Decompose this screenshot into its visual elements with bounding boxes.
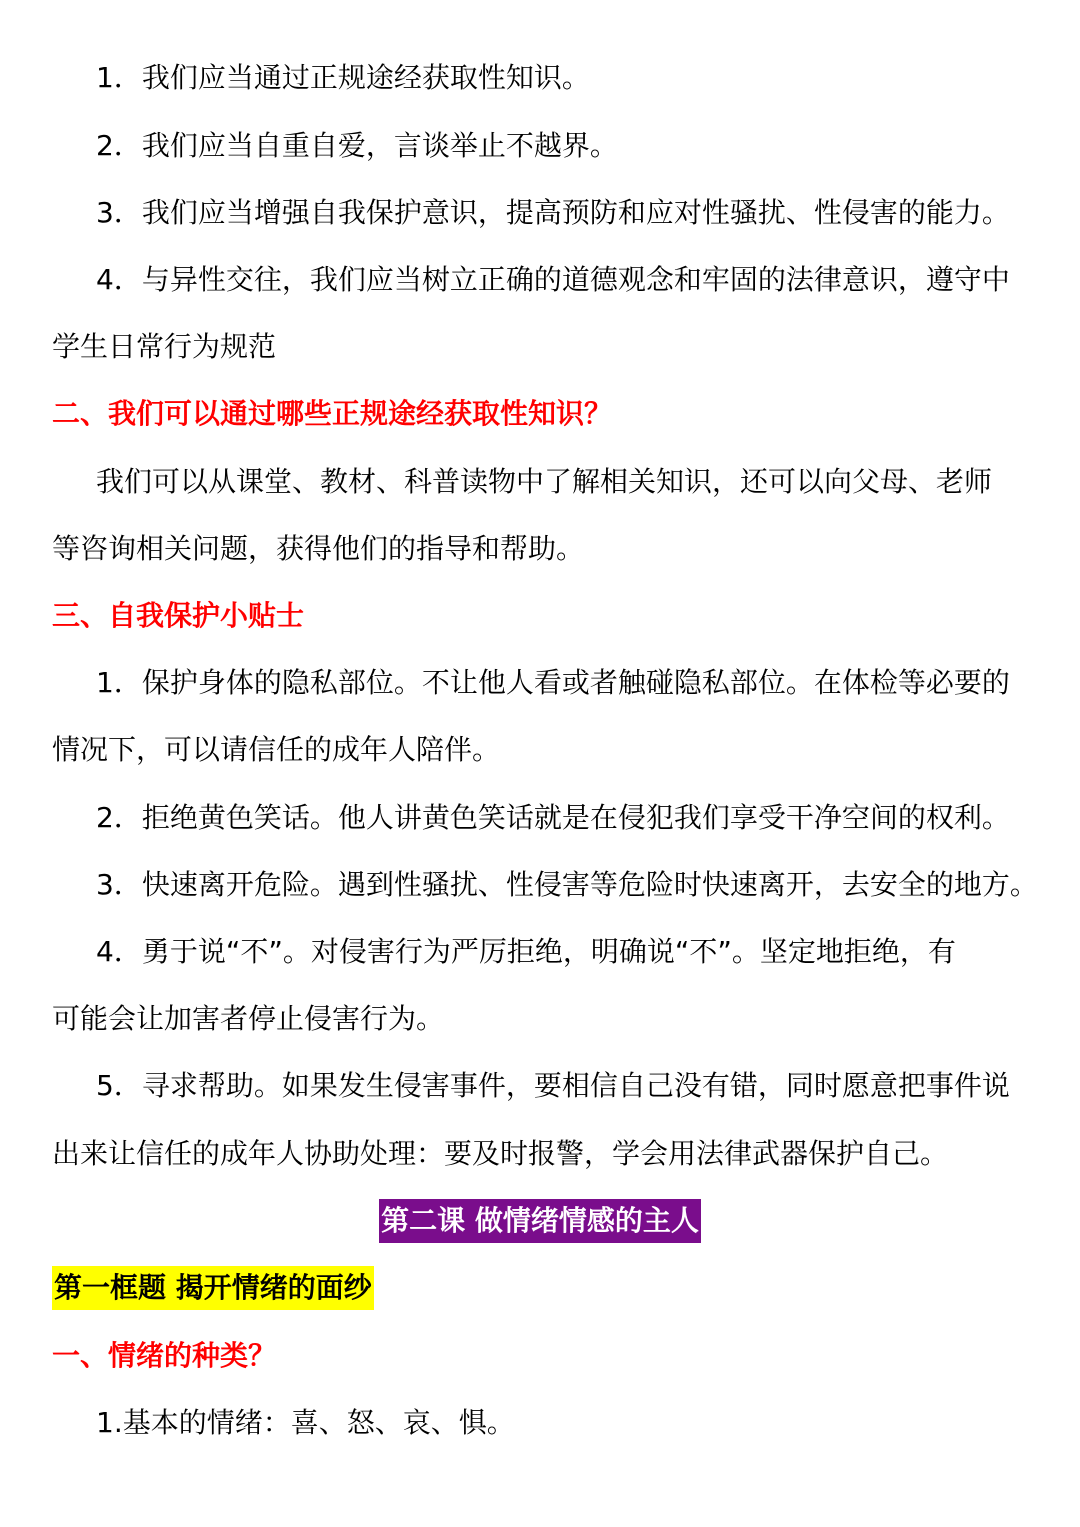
tip-4-line-1: 4．勇于说“不”。对侵害行为严厉拒绝，明确说“不”。坚定地拒绝，有 xyxy=(96,935,956,968)
section-one-item-3: 3．我们应当增强自我保护意识，提高预防和应对性骚扰、性侵害的能力。 xyxy=(96,196,1010,229)
section-one-item-1: 1．我们应当通过正规途经获取性知识。 xyxy=(96,61,590,94)
lesson-title-row xyxy=(0,1199,1080,1243)
frame-title-row xyxy=(52,1266,1028,1310)
tip-3: 3．快速离开危险。遇到性骚扰、性侵害等危险时快速离开，去安全的地方。 xyxy=(96,868,1038,901)
section-two-heading: 二、我们可以通过哪些正规途经获取性知识？ xyxy=(52,397,613,430)
section-three-heading: 三、自我保护小贴士 xyxy=(52,599,305,632)
basic-emotions-item: 1.基本的情绪：喜、怒、哀、惧。 xyxy=(96,1406,515,1439)
section-one-item-4-line-1: 4．与异性交往，我们应当树立正确的道德观念和牢固的法律意识，遵守中 xyxy=(96,263,1010,296)
section-one-item-2: 2．我们应当自重自爱，言谈举止不越界。 xyxy=(96,129,618,162)
lesson-title: 第二课 做情绪情感的主人 xyxy=(379,1199,701,1243)
section-one-item-4-line-2: 学生日常行为规范 xyxy=(52,330,277,363)
tip-1-line-2: 情况下，可以请信任的成年人陪伴。 xyxy=(52,733,501,766)
tip-1-line-1: 1．保护身体的隐私部位。不让他人看或者触碰隐私部位。在体检等必要的 xyxy=(96,666,1010,699)
emotion-types-heading: 一、情绪的种类？ xyxy=(52,1339,277,1372)
tip-5-line-2: 出来让信任的成年人协助处理：要及时报警，学会用法律武器保护自己。 xyxy=(52,1137,949,1170)
frame-title: 第一框题 揭开情绪的面纱 xyxy=(52,1266,374,1310)
tip-4-line-2: 可能会让加害者停止侵害行为。 xyxy=(52,1002,445,1035)
section-two-para-line-2: 等咨询相关问题，获得他们的指导和帮助。 xyxy=(52,532,585,565)
section-two-para-line-1: 我们可以从课堂、教材、科普读物中了解相关知识，还可以向父母、老师 xyxy=(96,465,993,498)
tip-5-line-1: 5．寻求帮助。如果发生侵害事件，要相信自己没有错，同时愿意把事件说 xyxy=(96,1069,1010,1102)
tip-2: 2．拒绝黄色笑话。他人讲黄色笑话就是在侵犯我们享受干净空间的权利。 xyxy=(96,801,1010,834)
